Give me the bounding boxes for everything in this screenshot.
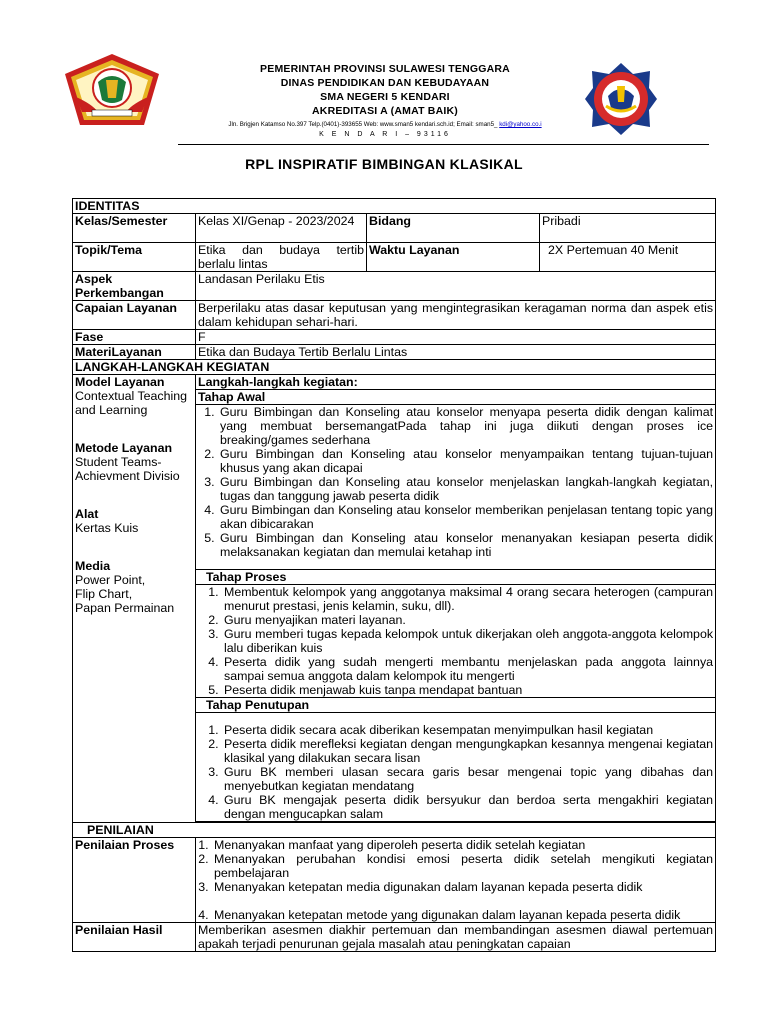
address-text: Jln. Brigjen Katamso No.397 Telp.(0401)-393655 Web: www.sman5 kendari.sch.id; Email: sman5_ <box>228 121 498 128</box>
penilaian-proses-list <box>198 838 713 922</box>
list-item: 4. Menanyakan ketepatan metode yang digunakan dalam layanan kepada peserta didik <box>212 908 713 922</box>
list-item: 3. Guru BK memberi ulasan secara garis besar mengenai topic yang dibahas dan menyebutkan kegiatan mendatang <box>222 765 713 793</box>
letterhead-line-2: DINAS PENDIDIKAN DAN KEBUDAYAAN <box>280 77 490 89</box>
fase-label: Fase <box>73 330 196 345</box>
penilaian-hasil-value: Memberikan asesmen diakhir pertemuan dan membandingan asesmen diawal pertemuan apakah terjadi penurunan gejala masalah atau peningkatan capaian <box>196 923 716 952</box>
penilaian-header: PENILAIAN <box>73 823 716 838</box>
tahap-penutupan-steps <box>196 713 716 822</box>
fase-value: F <box>196 330 716 345</box>
list-item: 3. Menanyakan ketepatan media digunakan dalam layanan kepada peserta didik <box>212 880 713 894</box>
list-item: 2. Menanyakan perubahan kondisi emosi peserta didik setelah mengikuti kegiatan pembelajaran <box>212 852 713 880</box>
aspek-label: Aspek Perkembangan <box>73 272 196 301</box>
list-item: 3. Guru Bimbingan dan Konseling atau konselor menjelaskan langkah-langkah kegiatan, tugas dan tanggung jawab peserta didik <box>218 475 713 503</box>
letterhead <box>0 0 768 150</box>
province-emblem-icon <box>62 52 162 127</box>
penilaian-hasil-label: Penilaian Hasil <box>73 923 196 952</box>
bidang-label: Bidang <box>367 214 540 243</box>
materi-value: Etika dan Budaya Tertib Berlalu Lintas <box>196 345 716 360</box>
waktu-value: 2X Pertemuan 40 Menit <box>540 243 716 272</box>
kelas-value: Kelas XI/Genap - 2023/2024 <box>196 214 367 243</box>
list-item: 1. Guru Bimbingan dan Konseling atau konselor menyapa peserta didik dengan kalimat yang membuat bersemangatPada tahap ini juga diikuti dengan proses ice breaking/games sederhana <box>218 405 713 447</box>
list-item: 1. Peserta didik secara acak diberikan kesempatan menyimpulkan hasil kegiatan <box>222 723 713 737</box>
list-item: 3. Guru memberi tugas kepada kelompok untuk dikerjakan oleh anggota-anggota kelompok lalu diberikan kuis <box>222 627 713 655</box>
media-label: Media <box>75 559 111 573</box>
tahap-proses-steps <box>196 585 716 698</box>
identitas-header: IDENTITAS <box>73 199 716 214</box>
langkah-header: LANGKAH-LANGKAH KEGIATAN <box>73 360 716 375</box>
alat-value: Kertas Kuis <box>75 521 139 535</box>
penutupan-list <box>198 723 713 821</box>
capaian-label: Capaian Layanan <box>73 301 196 330</box>
topik-value: Etika dan budaya tertib berlalu lintas <box>196 243 367 272</box>
list-item: 4. Guru BK mengajak peserta didik bersyukur dan berdoa serta mengakhiri kegiatan dengan mengucapkan salam <box>222 793 713 821</box>
list-item: 2. Peserta didik merefleksi kegiatan dengan mengungkapkan kesannya mengenai kegiatan klasikal yang dilakukan secara lisan <box>222 737 713 765</box>
alat-label: Alat <box>75 507 99 521</box>
list-item: 5. Peserta didik menjawab kuis tanpa mendapat bantuan <box>222 683 713 697</box>
letterhead-city: K E N D A R I – 93116 <box>319 131 451 138</box>
capaian-value: Berperilaku atas dasar keputusan yang mengintegrasikan keragaman norma dan aspek etis dalam kehidupan sehari-hari. <box>196 301 716 330</box>
list-item: 1. Membentuk kelompok yang anggotanya maksimal 4 orang secara heterogen (campuran menurut prestasi, jenis kelamin, suku, dll). <box>222 585 713 613</box>
tahap-penutupan-heading: Tahap Penutupan <box>196 698 716 713</box>
letterhead-rule <box>178 144 709 145</box>
list-item: 2. Guru Bimbingan dan Konseling atau konselor menyampaikan tentang tujuan-tujuan khusus yang akan dicapai <box>218 447 713 475</box>
kegiatan-label: Langkah-langkah kegiatan: <box>196 375 716 390</box>
list-item: 4. Peserta didik yang sudah mengerti membantu menjelaskan pada anggota lainnya sampai semua anggota dalam kelompok itu mengerti <box>222 655 713 683</box>
list-item: 4. Guru Bimbingan dan Konseling atau konselor memberikan penjelasan tentang topic yang akan dibicarakan <box>218 503 713 531</box>
media-value-3: Papan Permainan <box>75 601 175 615</box>
list-item: 1. Menanyakan manfaat yang diperoleh peserta didik setelah kegiatan <box>212 838 713 852</box>
media-value-2: Flip Chart, <box>75 587 133 601</box>
letterhead-line-4: AKREDITASI A (AMAT BAIK) <box>312 105 458 117</box>
media-value-1: Power Point, <box>75 573 146 587</box>
list-item: 2. Guru menyajikan materi layanan. <box>222 613 713 627</box>
rpl-table <box>72 198 716 952</box>
materi-label: MateriLayanan <box>73 345 196 360</box>
awal-list <box>198 405 713 559</box>
tahap-awal-steps <box>196 405 716 570</box>
bidang-value: Pribadi <box>540 214 716 243</box>
model-column <box>73 375 196 823</box>
letterhead-line-3: SMA NEGERI 5 KENDARI <box>320 91 450 103</box>
letterhead-line-1: PEMERINTAH PROVINSI SULAWESI TENGGARA <box>260 63 510 75</box>
topik-label: Topik/Tema <box>73 243 196 272</box>
waktu-label: Waktu Layanan <box>367 243 540 272</box>
document-title: RPL INSPIRATIF BIMBINGAN KLASIKAL <box>245 156 523 172</box>
email-link[interactable]: kdi@yahoo.co.i <box>499 121 542 128</box>
kelas-label: Kelas/Semester <box>73 214 196 243</box>
penilaian-proses-label: Penilaian Proses <box>73 838 196 923</box>
letterhead-address <box>150 120 620 130</box>
proses-list <box>198 585 713 697</box>
model-label: Model Layanan <box>75 375 165 389</box>
penilaian-proses-items <box>196 838 716 923</box>
aspek-value: Landasan Perilaku Etis <box>196 272 716 301</box>
list-item: 5. Guru Bimbingan dan Konseling atau konselor menanyakan kesiapan peserta didik melaksanakan kegiatan dan memulai ketahap inti <box>218 531 713 559</box>
metode-label: Metode Layanan <box>75 441 173 455</box>
tahap-awal-heading: Tahap Awal <box>196 390 716 405</box>
metode-value: Student Teams-Achievment Divisio <box>75 455 180 483</box>
tahap-proses-heading: Tahap Proses <box>196 570 716 585</box>
model-value: Contextual Teaching and Learning <box>75 389 188 417</box>
